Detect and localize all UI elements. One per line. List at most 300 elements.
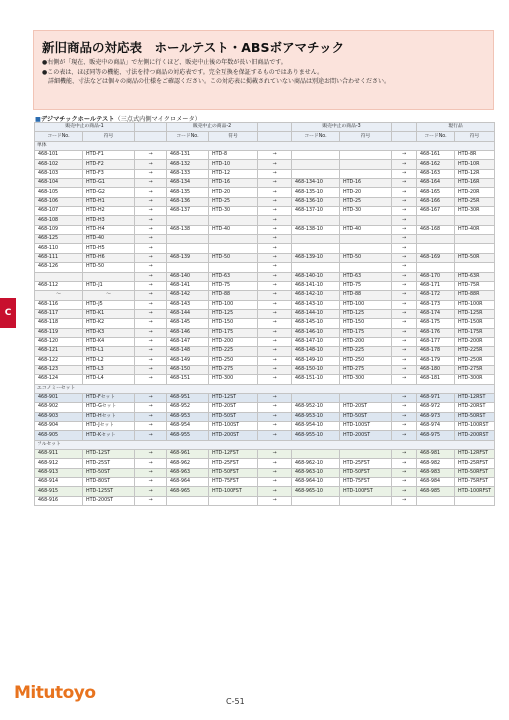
- page-title: 新旧商品の対応表 ホールテスト・ABSボアマチック: [42, 40, 345, 55]
- table-cell: 468-135-10: [292, 188, 340, 197]
- table-cell: HTD-8R: [455, 151, 495, 160]
- table-cell: 468-105: [35, 188, 83, 197]
- table-cell: HTD-80ST: [83, 478, 135, 487]
- arrow-cell: →: [258, 291, 292, 300]
- table-cell: HTD-100FST: [340, 487, 392, 496]
- table-cell: [292, 160, 340, 169]
- table-cell: [292, 235, 340, 244]
- arrow-cell: →: [392, 244, 417, 253]
- arrow-cell: →: [258, 393, 292, 402]
- table-row: [35, 281, 495, 290]
- table-row: [35, 188, 495, 197]
- table-cell: 468-142-10: [292, 291, 340, 300]
- arrow-cell: →: [392, 328, 417, 337]
- table-cell: 468-914: [35, 478, 83, 487]
- col-header-symbol: 符号: [455, 132, 495, 141]
- table-row: [35, 216, 495, 225]
- arrow-cell: →: [392, 478, 417, 487]
- arrow-cell: →: [135, 272, 167, 281]
- table-cell: HTD-50: [340, 253, 392, 262]
- table-cell: 468-120: [35, 337, 83, 346]
- arrow-cell: →: [258, 412, 292, 421]
- page-number: C-51: [226, 697, 245, 706]
- table-cell: HTD-75FST: [340, 478, 392, 487]
- table-cell: 468-163: [417, 169, 455, 178]
- arrow-cell: →: [258, 319, 292, 328]
- table-cell: 468-126: [35, 263, 83, 272]
- arrow-cell: →: [135, 319, 167, 328]
- table-cell: [455, 235, 495, 244]
- group-header: 販売中止の商品-1: [35, 123, 135, 132]
- arrow-cell: →: [392, 300, 417, 309]
- table-cell: 468-169: [417, 253, 455, 262]
- arrow-cell: →: [392, 235, 417, 244]
- table-cell: 468-121: [35, 347, 83, 356]
- table-cell: [292, 151, 340, 160]
- table-cell: HTD-200R: [455, 337, 495, 346]
- arrow-cell: →: [135, 235, 167, 244]
- table-cell: HTD-G1: [83, 179, 135, 188]
- table-cell: HTD-100ST: [340, 422, 392, 431]
- correspondence-table: [34, 122, 495, 506]
- table-cell: HTD-H5: [83, 244, 135, 253]
- table-cell: 468-139-10: [292, 253, 340, 262]
- table-cell: 468-138: [167, 225, 209, 234]
- arrow-cell: →: [392, 375, 417, 384]
- table-cell: [292, 169, 340, 178]
- table-cell: [340, 160, 392, 169]
- arrow-cell: →: [258, 328, 292, 337]
- table-cell: HTD-275: [209, 365, 258, 374]
- table-cell: 468-146-10: [292, 328, 340, 337]
- arrow-cell: →: [258, 422, 292, 431]
- table-cell: HTD-25: [340, 197, 392, 206]
- table-cell: 468-965-10: [292, 487, 340, 496]
- arrow-cell: →: [135, 468, 167, 477]
- table-cell: [340, 216, 392, 225]
- table-cell: HTD-25ST: [83, 459, 135, 468]
- table-cell: 468-134-10: [292, 179, 340, 188]
- table-cell: HTD-200RST: [455, 431, 495, 440]
- header-box: [33, 30, 494, 110]
- table-cell: HTD-K4: [83, 337, 135, 346]
- table-cell: 468-166: [417, 197, 455, 206]
- table-cell: HTD-150R: [455, 319, 495, 328]
- arrow-cell: →: [135, 291, 167, 300]
- table-row: [35, 160, 495, 169]
- table-row: [35, 244, 495, 253]
- arrow-cell: →: [258, 151, 292, 160]
- table-cell: 468-903: [35, 412, 83, 421]
- table-cell: [455, 216, 495, 225]
- table-cell: HTD-100RFST: [455, 487, 495, 496]
- table-cell: HTD-250R: [455, 356, 495, 365]
- arrow-cell: →: [392, 487, 417, 496]
- arrow-cell: →: [392, 496, 417, 505]
- table-cell: HTD-200: [209, 337, 258, 346]
- table-cell: [340, 263, 392, 272]
- table-cell: 468-141-10: [292, 281, 340, 290]
- table-cell: 468-913: [35, 468, 83, 477]
- table-row: [35, 478, 495, 487]
- table-cell: HTD-L4: [83, 375, 135, 384]
- arrow-cell: →: [258, 197, 292, 206]
- table-cell: 468-112: [35, 281, 83, 290]
- table-cell: 468-901: [35, 393, 83, 402]
- table-cell: HTD-50ST: [209, 412, 258, 421]
- section-marker: ■: [35, 116, 41, 123]
- table-cell: 468-150-10: [292, 365, 340, 374]
- table-cell: HTD-30: [340, 207, 392, 216]
- table-cell: HTD-125R: [455, 309, 495, 318]
- arrow-cell: →: [392, 225, 417, 234]
- table-cell: [417, 235, 455, 244]
- arrow-cell: →: [135, 347, 167, 356]
- arrow-cell: →: [392, 459, 417, 468]
- table-cell: HTD-25RFST: [455, 459, 495, 468]
- table-cell: 468-176: [417, 328, 455, 337]
- table-cell: 468-136-10: [292, 197, 340, 206]
- table-cell: HTD-150: [340, 319, 392, 328]
- table-row: [35, 412, 495, 421]
- table-cell: HTD-F3: [83, 169, 135, 178]
- arrow-cell: →: [135, 300, 167, 309]
- arrow-cell: →: [392, 281, 417, 290]
- table-cell: 468-149: [167, 356, 209, 365]
- table-cell: 468-962-10: [292, 459, 340, 468]
- table-cell: 468-964-10: [292, 478, 340, 487]
- arrow-cell: →: [135, 309, 167, 318]
- table-cell: 468-170: [417, 272, 455, 281]
- table-cell: HTD-12FST: [209, 450, 258, 459]
- table-cell: HTD-275R: [455, 365, 495, 374]
- table-cell: HTD-125: [209, 309, 258, 318]
- section-label-row: [35, 384, 495, 393]
- arrow-cell: →: [135, 375, 167, 384]
- table-cell: HTD-Gセット: [83, 403, 135, 412]
- table-cell: HTD-H1: [83, 197, 135, 206]
- table-row: [35, 272, 495, 281]
- arrow-cell: →: [258, 188, 292, 197]
- table-cell: [417, 216, 455, 225]
- table-cell: HTD-100: [340, 300, 392, 309]
- table-cell: HTD-25FST: [209, 459, 258, 468]
- arrow-cell: →: [258, 468, 292, 477]
- table-row: [35, 291, 495, 300]
- table-row: [35, 403, 495, 412]
- arrow-cell: →: [392, 431, 417, 440]
- table-row: [35, 151, 495, 160]
- table-cell: 468-151: [167, 375, 209, 384]
- table-cell: [167, 263, 209, 272]
- arrow-cell: →: [392, 160, 417, 169]
- table-cell: HTD-275: [340, 365, 392, 374]
- table-cell: HTD-20RST: [455, 403, 495, 412]
- table-cell: [340, 244, 392, 253]
- table-cell: [167, 244, 209, 253]
- table-cell: 468-109: [35, 225, 83, 234]
- table-cell: HTD-63R: [455, 272, 495, 281]
- table-cell: 468-902: [35, 403, 83, 412]
- table-cell: 468-165: [417, 188, 455, 197]
- table-cell: [292, 263, 340, 272]
- table-cell: 468-961: [167, 450, 209, 459]
- arrow-cell: →: [135, 151, 167, 160]
- table-cell: 468-106: [35, 197, 83, 206]
- table-cell: 468-177: [417, 337, 455, 346]
- arrow-cell: →: [392, 365, 417, 374]
- arrow-cell: →: [258, 235, 292, 244]
- table-cell: HTD-Fセット: [83, 393, 135, 402]
- table-cell: 468-104: [35, 179, 83, 188]
- arrow-cell: →: [135, 207, 167, 216]
- table-cell: 468-981: [417, 450, 455, 459]
- arrow-cell: →: [135, 179, 167, 188]
- table-cell: HTD-150: [209, 319, 258, 328]
- table-cell: [292, 393, 340, 402]
- table-cell: HTD-100ST: [209, 422, 258, 431]
- col-header-symbol: 符号: [340, 132, 392, 141]
- table-cell: [340, 450, 392, 459]
- group-header: 販売中止の商品-2: [167, 123, 258, 132]
- arrow-cell: →: [135, 403, 167, 412]
- table-cell: [83, 272, 135, 281]
- table-cell: HTD-J5: [83, 300, 135, 309]
- arrow-cell: →: [392, 450, 417, 459]
- arrow-cell: →: [258, 300, 292, 309]
- table-cell: 468-915: [35, 487, 83, 496]
- table-cell: HTD-100FST: [209, 487, 258, 496]
- table-cell: HTD-75: [209, 281, 258, 290]
- table-cell: HTD-75FST: [209, 478, 258, 487]
- table-cell: 468-953-10: [292, 412, 340, 421]
- table-cell: HTD-200ST: [83, 496, 135, 505]
- table-cell: HTD-L3: [83, 365, 135, 374]
- table-cell: 468-147: [167, 337, 209, 346]
- table-cell: HTD-50RST: [455, 412, 495, 421]
- table-cell: [417, 496, 455, 505]
- arrow-cell: →: [135, 263, 167, 272]
- col-header-code: コードNo.: [417, 132, 455, 141]
- table-cell: HTD-50FST: [209, 468, 258, 477]
- arrow-cell: →: [135, 337, 167, 346]
- table-cell: HTD-25R: [455, 197, 495, 206]
- section-label: フルセット: [35, 440, 495, 449]
- table-cell: 468-145: [167, 319, 209, 328]
- table-cell: HTD-20: [209, 188, 258, 197]
- table-cell: 468-143: [167, 300, 209, 309]
- arrow-cell: →: [135, 197, 167, 206]
- arrow-cell: →: [135, 244, 167, 253]
- table-row: [35, 337, 495, 346]
- table-cell: HTD-50FST: [340, 468, 392, 477]
- table-cell: [340, 496, 392, 505]
- table-cell: [292, 450, 340, 459]
- table-row: [35, 468, 495, 477]
- arrow-cell: →: [258, 309, 292, 318]
- table-cell: [455, 496, 495, 505]
- table-cell: HTD-75: [340, 281, 392, 290]
- table-cell: HTD-F1: [83, 151, 135, 160]
- table-cell: 468-142: [167, 291, 209, 300]
- table-cell: [417, 244, 455, 253]
- table-cell: 468-181: [417, 375, 455, 384]
- table-cell: 468-118: [35, 319, 83, 328]
- arrow-cell: →: [258, 244, 292, 253]
- table-cell: 468-110: [35, 244, 83, 253]
- table-cell: HTD-30R: [455, 207, 495, 216]
- table-row: [35, 263, 495, 272]
- arrow-cell: →: [135, 356, 167, 365]
- table-cell: HTD-175: [340, 328, 392, 337]
- arrow-cell: →: [392, 337, 417, 346]
- table-cell: 468-137-10: [292, 207, 340, 216]
- table-cell: HTD-300: [340, 375, 392, 384]
- table-cell: 468-141: [167, 281, 209, 290]
- arrow-cell: →: [392, 253, 417, 262]
- table-cell: HTD-Kセット: [83, 431, 135, 440]
- table-cell: 468-164: [417, 179, 455, 188]
- table-cell: 468-955-10: [292, 431, 340, 440]
- table-cell: 468-116: [35, 300, 83, 309]
- note-line-3: 詳細機能、寸法などは個々の商品の仕様をご確認ください。この対応表に掲載されていない商品は別途お問い合わせください。: [48, 78, 391, 85]
- arrow-cell: →: [258, 207, 292, 216]
- table-cell: HTD-G2: [83, 188, 135, 197]
- table-cell: 468-167: [417, 207, 455, 216]
- table-cell: [292, 496, 340, 505]
- table-cell: HTD-40: [209, 225, 258, 234]
- table-cell: 468-124: [35, 375, 83, 384]
- table-cell: HTD-125ST: [83, 487, 135, 496]
- arrow-cell: →: [135, 188, 167, 197]
- table-cell: HTD-12: [209, 169, 258, 178]
- table-cell: 468-107: [35, 207, 83, 216]
- table-cell: HTD-88: [209, 291, 258, 300]
- table-cell: [455, 244, 495, 253]
- section-label-row: [35, 141, 495, 150]
- table-cell: 468-984: [417, 478, 455, 487]
- table-cell: HTD-225: [209, 347, 258, 356]
- arrow-cell: →: [392, 216, 417, 225]
- table-cell: 468-125: [35, 235, 83, 244]
- arrow-cell: →: [392, 422, 417, 431]
- table-cell: [167, 496, 209, 505]
- table-cell: HTD-300: [209, 375, 258, 384]
- arrow-cell: →: [135, 216, 167, 225]
- arrow-cell: →: [258, 281, 292, 290]
- table-cell: HTD-12R: [455, 169, 495, 178]
- table-cell: HTD-H2: [83, 207, 135, 216]
- table-cell: HTD-50ST: [340, 412, 392, 421]
- arrow-cell: →: [258, 347, 292, 356]
- table-cell: HTD-225R: [455, 347, 495, 356]
- table-row: [35, 235, 495, 244]
- mitutoyo-logo: Mitutoyo: [14, 683, 96, 703]
- table-cell: HTD-16: [340, 179, 392, 188]
- arrow-cell: →: [258, 263, 292, 272]
- table-cell: 468-136: [167, 197, 209, 206]
- table-cell: 468-133: [167, 169, 209, 178]
- table-cell: 468-101: [35, 151, 83, 160]
- arrow-cell: →: [258, 496, 292, 505]
- table-cell: HTD-200ST: [209, 431, 258, 440]
- table-cell: 468-916: [35, 496, 83, 505]
- table-cell: 468-973: [417, 412, 455, 421]
- table-cell: HTD-63: [340, 272, 392, 281]
- arrow-cell: →: [135, 281, 167, 290]
- arrow-cell: →: [392, 179, 417, 188]
- table-cell: HTD-63: [209, 272, 258, 281]
- table-cell: 468-108: [35, 216, 83, 225]
- table-cell: 468-147-10: [292, 337, 340, 346]
- table-cell: 468-174: [417, 309, 455, 318]
- table-cell: 468-952-10: [292, 403, 340, 412]
- table-cell: HTD-20: [340, 188, 392, 197]
- table-cell: HTD-50RFST: [455, 468, 495, 477]
- arrow-cell: →: [135, 225, 167, 234]
- table-cell: 468-134: [167, 179, 209, 188]
- arrow-cell: →: [392, 319, 417, 328]
- table-cell: 468-964: [167, 478, 209, 487]
- arrow-cell: →: [392, 412, 417, 421]
- arrow-cell: →: [135, 459, 167, 468]
- table-cell: HTD-40: [340, 225, 392, 234]
- table-row: [35, 253, 495, 262]
- chapter-tab: C: [0, 298, 16, 328]
- arrow-cell: →: [258, 459, 292, 468]
- arrow-cell: →: [392, 197, 417, 206]
- table-cell: HTD-10R: [455, 160, 495, 169]
- table-row: [35, 365, 495, 374]
- table-cell: HTD-12RST: [455, 393, 495, 402]
- table-cell: 468-151-10: [292, 375, 340, 384]
- table-cell: 468-963: [167, 468, 209, 477]
- section-label: エコノミーセット: [35, 384, 495, 393]
- table-cell: HTD-Hセット: [83, 412, 135, 421]
- table-cell: [209, 244, 258, 253]
- table-cell: HTD-50ST: [83, 468, 135, 477]
- table-cell: HTD-100RST: [455, 422, 495, 431]
- table-cell: 468-983: [417, 468, 455, 477]
- table-cell: HTD-250: [340, 356, 392, 365]
- table-cell: 468-132: [167, 160, 209, 169]
- table-cell: 468-140: [167, 272, 209, 281]
- arrow-cell: →: [392, 347, 417, 356]
- table-cell: 468-951: [167, 393, 209, 402]
- table-cell: HTD-225: [340, 347, 392, 356]
- table-row: [35, 487, 495, 496]
- arrow-cell: →: [392, 291, 417, 300]
- table-cell: HTD-L1: [83, 347, 135, 356]
- arrow-cell: →: [135, 253, 167, 262]
- table-cell: HTD-H6: [83, 253, 135, 262]
- table-cell: [167, 235, 209, 244]
- arrow-cell: →: [258, 160, 292, 169]
- note-line-1: ●右側が「現在、販売中の商品」で左側に行くほど、販売中止後の年数が長い旧商品です。: [42, 59, 287, 66]
- table-cell: HTD-30: [209, 207, 258, 216]
- arrow-cell: →: [258, 337, 292, 346]
- arrow-cell: →: [258, 179, 292, 188]
- table-cell: 468-912: [35, 459, 83, 468]
- table-cell: 468-149-10: [292, 356, 340, 365]
- table-cell: HTD-100: [209, 300, 258, 309]
- arrow-cell: →: [258, 487, 292, 496]
- table-cell: HTD-12RFST: [455, 450, 495, 459]
- arrow-cell: →: [135, 478, 167, 487]
- table-cell: HTD-40R: [455, 225, 495, 234]
- table-row: [35, 309, 495, 318]
- section-label: 単体: [35, 141, 495, 150]
